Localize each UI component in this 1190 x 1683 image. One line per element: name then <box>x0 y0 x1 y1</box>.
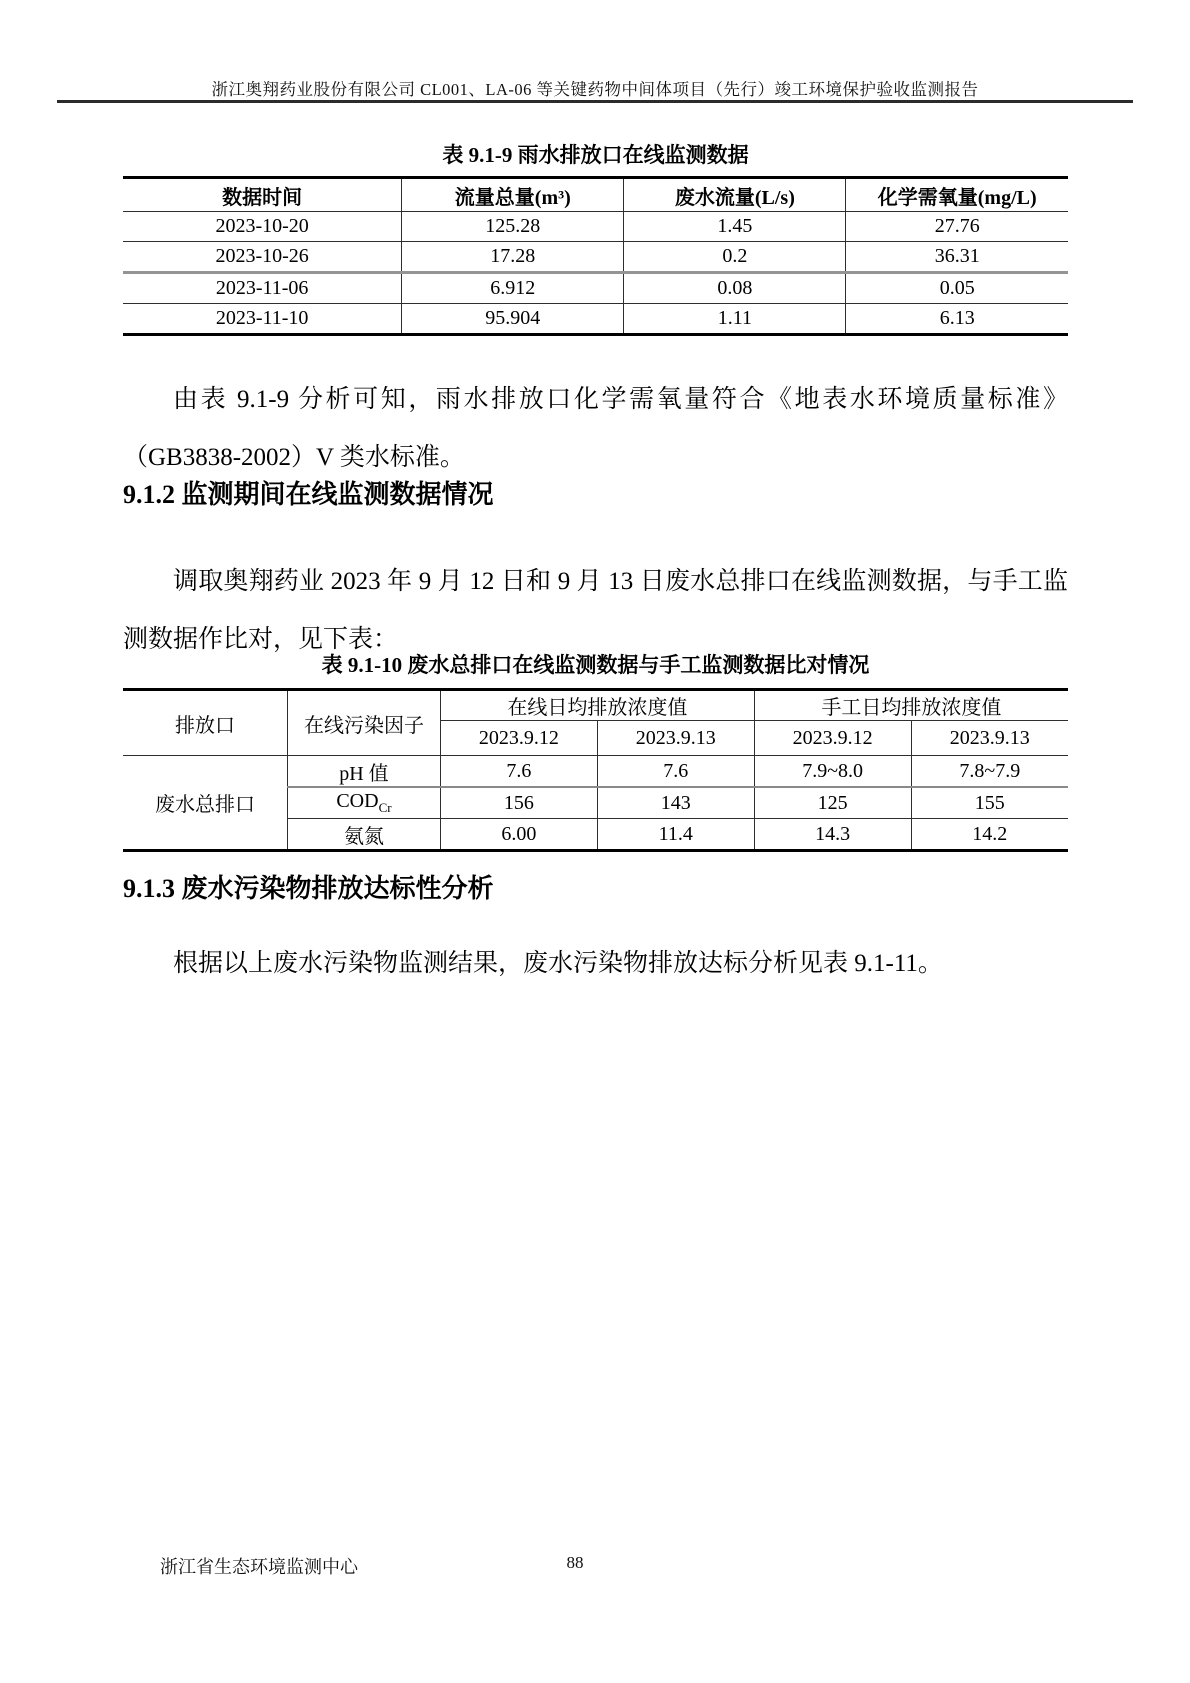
group-header-online-daily: 在线日均排放浓度值 <box>441 690 755 721</box>
cell-value: 125 <box>754 787 911 819</box>
cell-factor-ph: pH 值 <box>287 756 440 788</box>
column-header-data-time: 数据时间 <box>123 178 402 212</box>
cell-cod: 0.05 <box>846 273 1068 304</box>
column-header-date-online-2: 2023.9.13 <box>597 721 754 756</box>
cell-value: 7.6 <box>441 756 598 788</box>
cell-value: 7.9~8.0 <box>754 756 911 788</box>
cell-value: 7.8~7.9 <box>911 756 1068 788</box>
column-header-date-online-1: 2023.9.12 <box>441 721 598 756</box>
cell-factor-cod <box>287 787 440 819</box>
column-header-total-flow: 流量总量(m³) <box>402 178 624 212</box>
table-row <box>123 273 1068 304</box>
cell-date: 2023-10-20 <box>123 212 402 242</box>
table-row <box>123 212 1068 242</box>
column-header-online-factor: 在线污染因子 <box>287 690 440 756</box>
table-row <box>123 242 1068 273</box>
cell-date: 2023-10-26 <box>123 242 402 273</box>
cell-total-flow: 125.28 <box>402 212 624 242</box>
cell-total-flow: 6.912 <box>402 273 624 304</box>
cod-label: COD <box>336 790 379 812</box>
cell-value: 11.4 <box>597 819 754 851</box>
cell-value: 14.3 <box>754 819 911 851</box>
paragraph-compliance-analysis: 根据以上废水污染物监测结果，废水污染物排放达标分析见表 9.1-11。 <box>173 950 943 977</box>
column-header-cod: 化学需氧量(mg/L) <box>846 178 1068 212</box>
cod-subscript: Cr <box>378 800 392 815</box>
cell-value: 155 <box>911 787 1068 819</box>
cell-value: 6.00 <box>441 819 598 851</box>
cell-factor-ammonia: 氨氮 <box>287 819 440 851</box>
column-header-date-manual-1: 2023.9.12 <box>754 721 911 756</box>
running-header: 浙江奥翔药业股份有限公司 CL001、LA-06 等关键药物中间体项目（先行）竣工环境保护验收监测报告 <box>211 80 979 99</box>
table-header-row <box>123 178 1068 212</box>
cell-date: 2023-11-10 <box>123 304 402 335</box>
cell-wastewater-flow: 0.2 <box>624 242 846 273</box>
table-9-1-9-caption: 表 9.1-9 雨水排放口在线监测数据 <box>442 143 749 167</box>
table-9-1-10 <box>123 688 1068 852</box>
cell-value: 156 <box>441 787 598 819</box>
table-9-1-9 <box>123 176 1068 336</box>
cell-total-flow: 95.904 <box>402 304 624 335</box>
section-heading-9-1-3: 9.1.3 废水污染物排放达标性分析 <box>123 874 494 903</box>
cell-wastewater-flow: 0.08 <box>624 273 846 304</box>
section-heading-9-1-2: 9.1.2 监测期间在线监测数据情况 <box>123 480 494 509</box>
cell-total-flow: 17.28 <box>402 242 624 273</box>
column-header-date-manual-2: 2023.9.13 <box>911 721 1068 756</box>
cell-value: 14.2 <box>911 819 1068 851</box>
cell-value: 7.6 <box>597 756 754 788</box>
cell-wastewater-flow: 1.11 <box>624 304 846 335</box>
cell-outlet-name: 废水总排口 <box>123 756 287 851</box>
table-row-ph <box>123 756 1068 788</box>
cell-cod: 27.76 <box>846 212 1068 242</box>
table-header-row-groups <box>123 690 1068 721</box>
table-row <box>123 304 1068 335</box>
paragraph-analysis-9-1-9: 由表 9.1-9 分析可知，雨水排放口化学需氧量符合《地表水环境质量标准》（GB3838-2002）V 类水标准。 <box>123 386 1068 471</box>
group-header-manual-daily: 手工日均排放浓度值 <box>754 690 1068 721</box>
cell-cod: 36.31 <box>846 242 1068 273</box>
header-rule <box>57 100 1133 103</box>
paragraph-online-data-intro: 调取奥翔药业 2023 年 9 月 12 日和 9 月 13 日废水总排口在线监测数据，与手工监测数据作比对，见下表： <box>123 568 1068 653</box>
column-header-outlet: 排放口 <box>123 690 287 756</box>
cell-cod: 6.13 <box>846 304 1068 335</box>
footer-organization: 浙江省生态环境监测中心 <box>160 1557 358 1577</box>
column-header-wastewater-flow: 废水流量(L/s) <box>624 178 846 212</box>
table-9-1-10-caption: 表 9.1-10 废水总排口在线监测数据与手工监测数据比对情况 <box>321 653 870 677</box>
cell-value: 143 <box>597 787 754 819</box>
cell-wastewater-flow: 1.45 <box>624 212 846 242</box>
footer-page-number: 88 <box>566 1553 584 1572</box>
cell-date: 2023-11-06 <box>123 273 402 304</box>
